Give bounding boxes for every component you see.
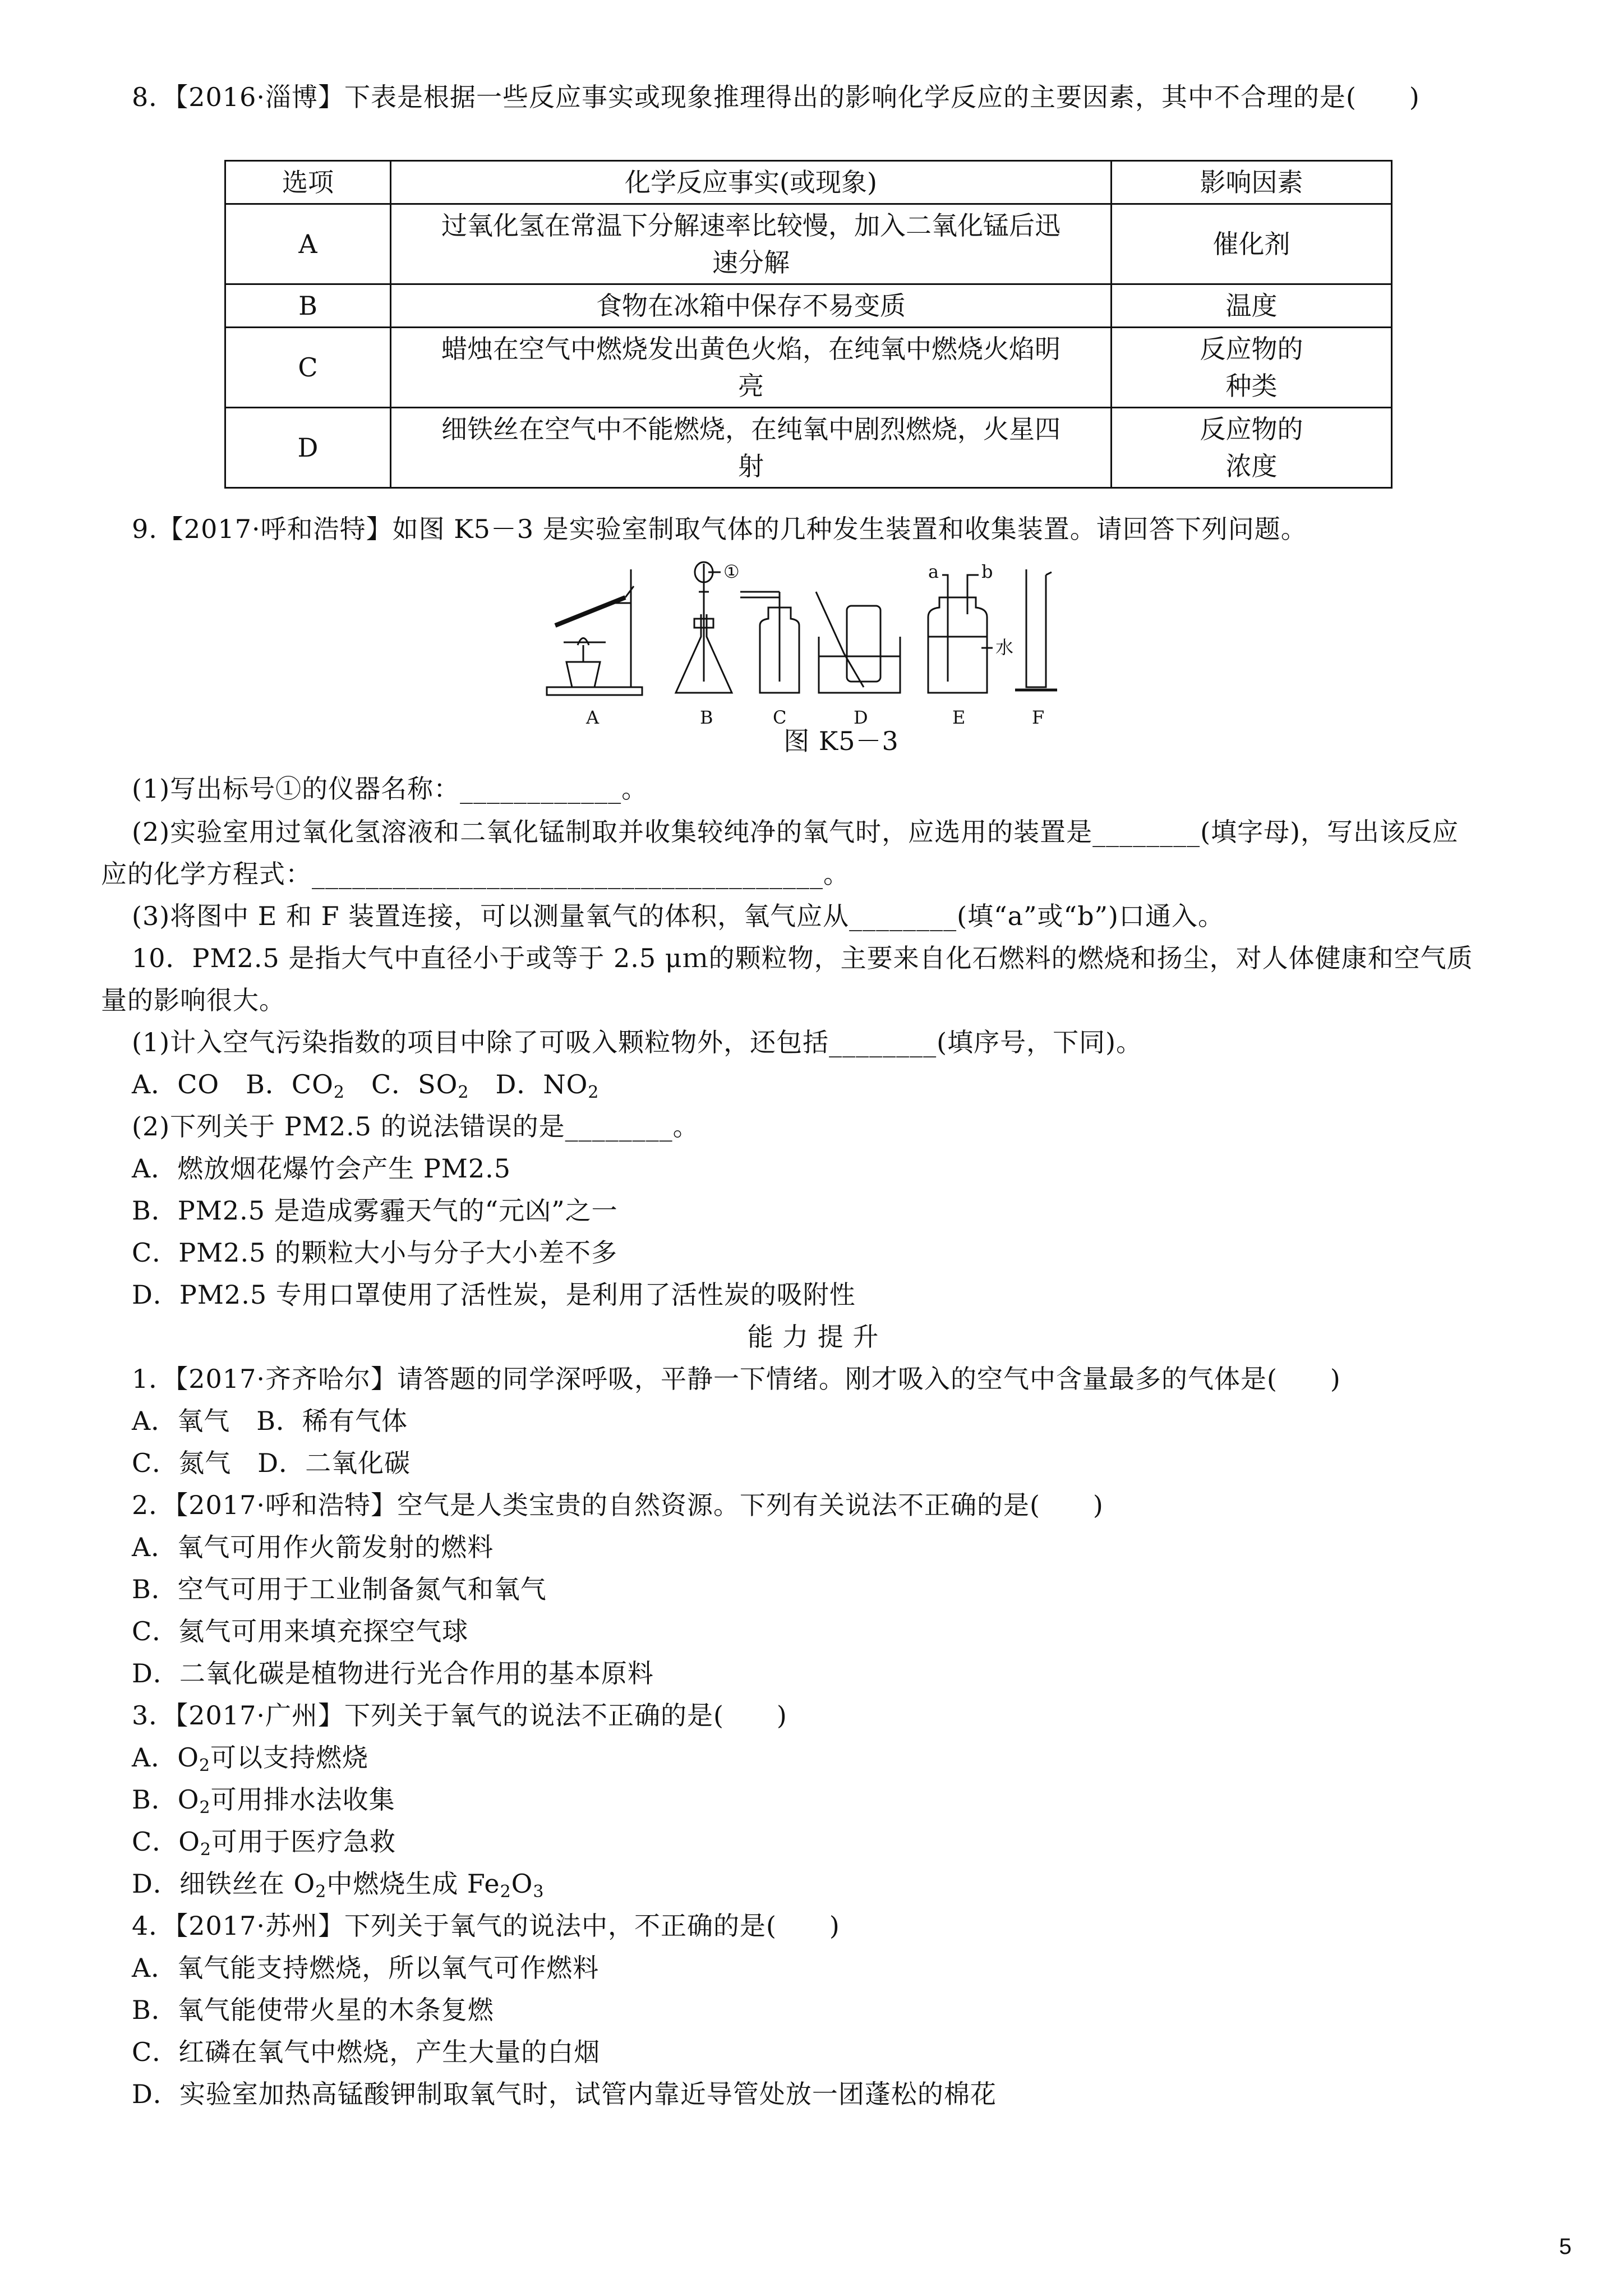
- q10-stem-line1: 10．PM2.5 是指大气中直径小于或等于 2.5 μｍ的颗粒物，主要来自化石燃料的燃烧和扬尘，对人体健康和空气质: [132, 943, 1473, 973]
- option-text: D．细铁丝在 O: [132, 1869, 316, 1899]
- option-text: C．O: [132, 1826, 200, 1857]
- ability-q3-option: [132, 1826, 396, 1860]
- ability-q4-option: B．氧气能使带火星的木条复燃: [132, 1995, 494, 2025]
- fact-cell: [391, 204, 1112, 284]
- option-text: 中燃烧生成 Fe: [326, 1869, 500, 1899]
- fact-cell: [391, 328, 1112, 408]
- apparatus-e-icon: [928, 575, 993, 693]
- fact-line: 蜡烛在空气中燃烧发出黄色火焰，在纯氧中燃烧火焰明: [441, 334, 1061, 364]
- option-text: 可以支持燃烧: [210, 1742, 369, 1773]
- ability-q1-options: C．氮气 D．二氧化碳: [132, 1448, 411, 1478]
- figure-label: B: [700, 707, 713, 728]
- table-row: [225, 408, 1392, 488]
- q10-option: B．PM2.5 是造成雾霾天气的“元凶”之一: [132, 1195, 618, 1226]
- ability-q4-option: C．红磷在氧气中燃烧，产生大量的白烟: [132, 2037, 601, 2067]
- subscript: 2: [333, 1083, 345, 1102]
- subscript: 2: [199, 1756, 211, 1775]
- option-text: A．O: [132, 1742, 199, 1773]
- q10-option: C．PM2.5 的颗粒大小与分子大小差不多: [132, 1237, 618, 1268]
- ability-q1-stem: 1．【2017·齐齐哈尔】请答题的同学深呼吸，平静一下情绪。刚才吸入的空气中含量最多的气体是( ): [132, 1364, 1341, 1394]
- option-text: B．O: [132, 1784, 200, 1815]
- factor-cell: [1112, 408, 1392, 488]
- option-cell: B: [225, 284, 391, 328]
- subscript: 2: [200, 1840, 212, 1860]
- table-header-row: [225, 161, 1392, 204]
- option-text: C．SO: [344, 1069, 458, 1099]
- option-text: 可用排水法收集: [210, 1784, 395, 1815]
- ability-q4-stem: 4．【2017·苏州】下列关于氧气的说法中，不正确的是( ): [132, 1911, 840, 1941]
- figure-label: F: [1032, 707, 1045, 728]
- option-cell: C: [225, 328, 391, 408]
- apparatus-a-icon: [547, 569, 642, 695]
- apparatus-figure: [533, 553, 1133, 732]
- water-label: 水: [995, 637, 1014, 658]
- fact-cell: 食物在冰箱中保存不易变质: [391, 284, 1112, 328]
- ability-q1-options: A．氧气 B．稀有气体: [132, 1406, 408, 1436]
- q9-stem: 9.【2017·呼和浩特】如图 K5－3 是实验室制取气体的几种发生装置和收集装置。请回答下列问题。: [132, 514, 1307, 544]
- ability-q3-option: [132, 1868, 545, 1902]
- q8-table: [224, 160, 1393, 489]
- section-title: 能 力 提 升: [747, 1322, 879, 1352]
- option-text: O: [511, 1869, 533, 1899]
- q10-option: A．燃放烟花爆竹会产生 PM2.5: [132, 1153, 511, 1184]
- option-text: D．NO: [469, 1069, 588, 1099]
- fact-line: 射: [738, 451, 764, 481]
- apparatus-d-icon: [816, 592, 900, 693]
- ability-q2-option: D．二氧化碳是植物进行光合作用的基本原料: [132, 1658, 654, 1688]
- q10-stem-line2: 量的影响很大。: [101, 985, 285, 1015]
- subscript: 2: [315, 1882, 327, 1902]
- figure-label: A: [586, 707, 600, 728]
- ability-q2-option: C．氦气可用来填充探空气球: [132, 1616, 469, 1646]
- q10-part1: (1)计入空气污染指数的项目中除了可吸入颗粒物外，还包括________(填序号，下同)。: [132, 1027, 1143, 1057]
- ability-q4-option: A．氧气能支持燃烧，所以氧气可作燃料: [132, 1953, 600, 1983]
- table-header: 化学反应事实(或现象): [391, 161, 1112, 204]
- q10-option: D．PM2.5 专用口罩使用了活性炭，是利用了活性炭的吸附性: [132, 1280, 856, 1310]
- apparatus-f-icon: [1015, 569, 1057, 690]
- ability-q3-option: [132, 1742, 368, 1773]
- fact-line: 亮: [738, 371, 764, 401]
- q9-part2-line2: 应的化学方程式：______________________________________。: [101, 859, 850, 889]
- option-cell: A: [225, 204, 391, 284]
- apparatus-c-icon: [740, 592, 799, 693]
- fact-cell: [391, 408, 1112, 488]
- option-text: A．CO B．CO: [132, 1069, 334, 1099]
- factor-line: 种类: [1225, 371, 1278, 401]
- figure-label: C: [773, 707, 787, 728]
- factor-line: 反应物的: [1200, 334, 1303, 364]
- figure-label: E: [952, 707, 966, 728]
- subscript: 2: [500, 1882, 511, 1902]
- table-header: 选项: [225, 161, 391, 204]
- ability-q2-stem: 2．【2017·呼和浩特】空气是人类宝贵的自然资源。下列有关说法不正确的是( ): [132, 1490, 1104, 1520]
- ability-q2-option: A．氧气可用作火箭发射的燃料: [132, 1532, 494, 1562]
- figure-label: D: [854, 707, 868, 728]
- q9-part3: (3)将图中 E 和 F 装置连接，可以测量氧气的体积，氧气应从________(填“a”或“b”)口通入。: [132, 901, 1224, 931]
- subscript: 2: [458, 1083, 469, 1102]
- factor-line: 浓度: [1225, 451, 1278, 481]
- table-row: [225, 204, 1392, 284]
- option-cell: D: [225, 408, 391, 488]
- port-b-label: b: [981, 561, 993, 582]
- q10-part2: (2)下列关于 PM2.5 的说法错误的是________。: [132, 1111, 699, 1142]
- marker-label: ①: [723, 561, 740, 582]
- ability-q4-option: D．实验室加热高锰酸钾制取氧气时，试管内靠近导管处放一团蓬松的棉花: [132, 2079, 997, 2109]
- fact-line: 速分解: [712, 247, 790, 278]
- table-row: [225, 328, 1392, 408]
- option-text: 可用于医疗急救: [211, 1826, 396, 1857]
- fact-line: 过氧化氢在常温下分解速率比较慢，加入二氧化锰后迅: [441, 210, 1061, 241]
- q8-stem: 8．【2016·淄博】下表是根据一些反应事实或现象推理得出的影响化学反应的主要因素，其中不合理的是( ): [132, 82, 1420, 112]
- q10-part1-options: [132, 1069, 599, 1100]
- subscript: 2: [199, 1798, 211, 1818]
- q9-part2-line1: (2)实验室用过氧化氢溶液和二氧化锰制取并收集较纯净的氧气时，应选用的装置是________(填字母)，写出该反应: [132, 817, 1459, 847]
- ability-q3-option: [132, 1784, 395, 1818]
- factor-cell: 温度: [1112, 284, 1392, 328]
- ability-q3-stem: 3．【2017·广州】下列关于氧气的说法不正确的是( ): [132, 1700, 787, 1731]
- factor-cell: 催化剂: [1112, 204, 1392, 284]
- port-a-label: a: [928, 561, 939, 582]
- table-header: 影响因素: [1112, 161, 1392, 204]
- fact-line: 细铁丝在空气中不能燃烧，在纯氧中剧烈燃烧，火星四: [441, 414, 1061, 444]
- subscript: 3: [533, 1882, 545, 1902]
- subscript: 2: [588, 1083, 600, 1102]
- ability-q2-option: B．空气可用于工业制备氮气和氧气: [132, 1574, 547, 1604]
- q9-part1: (1)写出标号①的仪器名称：____________。: [132, 774, 648, 804]
- factor-cell: [1112, 328, 1392, 408]
- page-number: 5: [1559, 2234, 1572, 2259]
- figure-caption: 图 K5－3: [783, 726, 899, 756]
- table-row: [225, 284, 1392, 328]
- factor-line: 反应物的: [1200, 414, 1303, 444]
